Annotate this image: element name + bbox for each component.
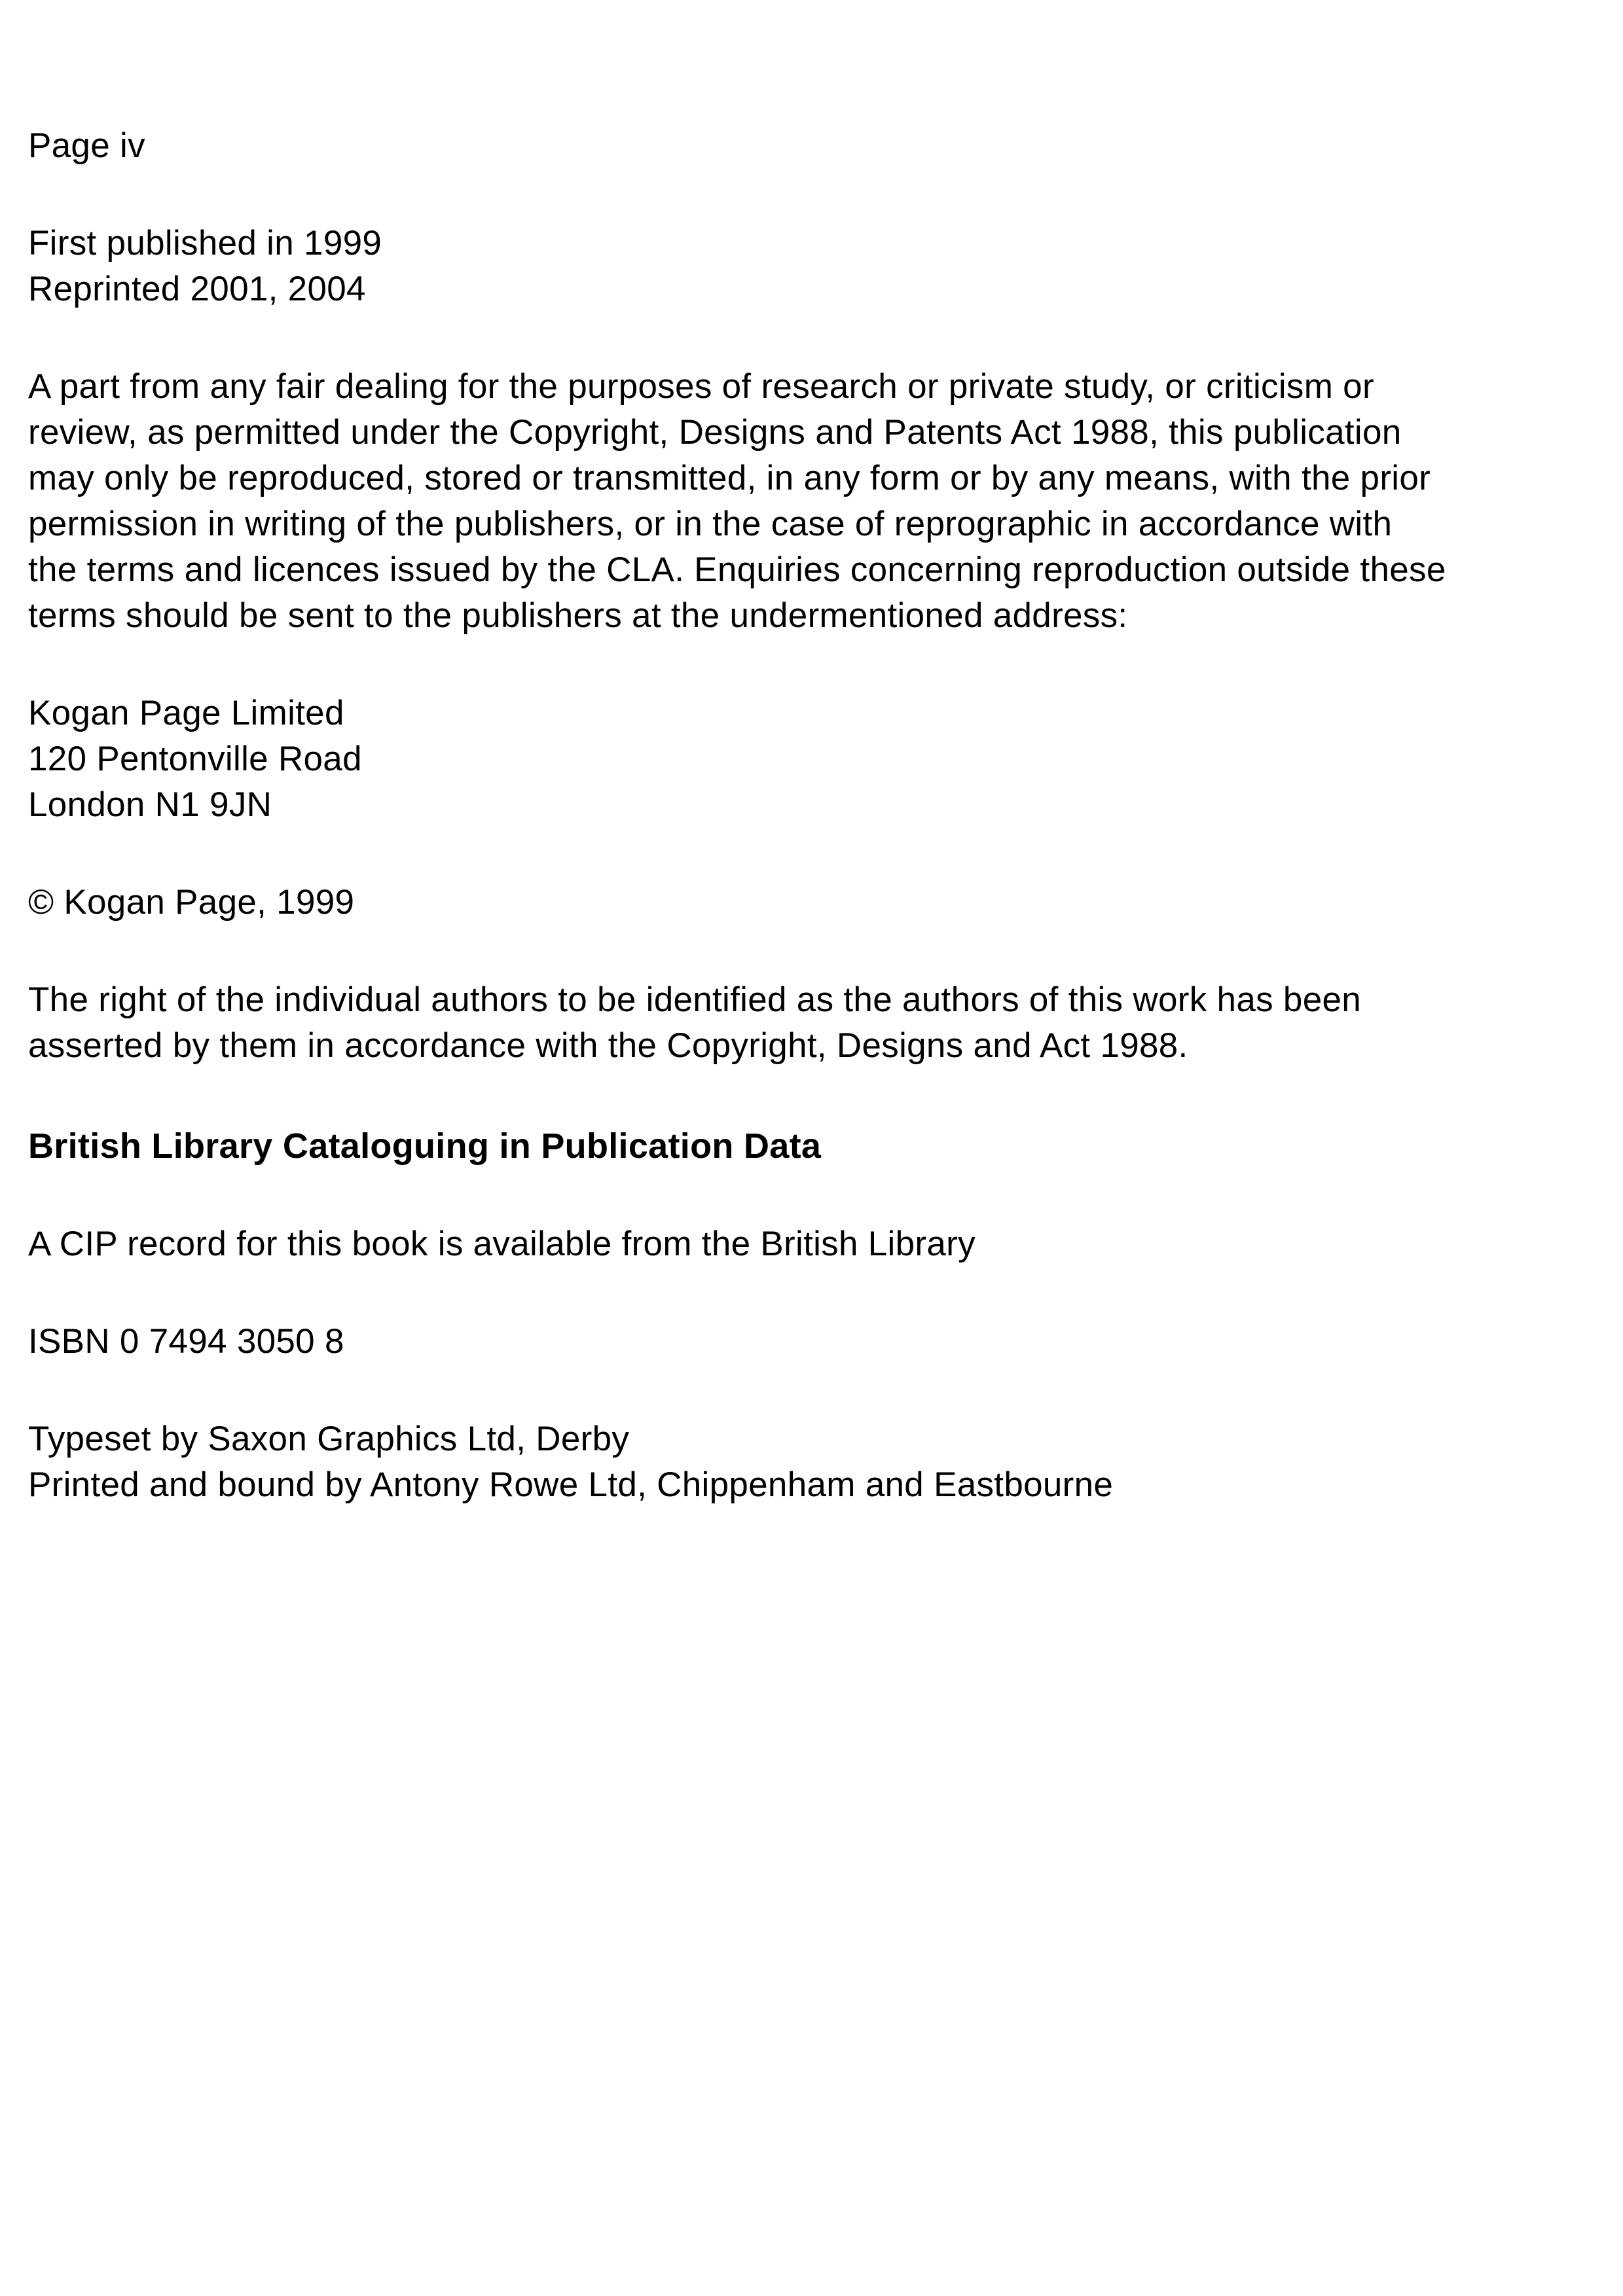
publisher-name: Kogan Page Limited: [28, 694, 344, 732]
publisher-city: London N1 9JN: [28, 785, 272, 824]
copyright-notice-line: permission in writing of the publishers, or in the case of reprographic in accordance with: [28, 505, 1393, 543]
copyright-notice-line: the terms and licences issued by the CLA. Enquiries concerning reproduction outside these: [28, 550, 1446, 589]
isbn-line: ISBN 0 7494 3050 8: [28, 1322, 344, 1361]
copyright-notice-line: terms should be sent to the publishers at the undermentioned address:: [28, 596, 1128, 635]
copyright-notice-line: may only be reproduced, stored or transmitted, in any form or by any means, with the prior: [28, 459, 1431, 497]
printed-line: Printed and bound by Antony Rowe Ltd, Chippenham and Eastbourne: [28, 1465, 1114, 1504]
copyright-notice-line: A part from any fair dealing for the purposes of research or private study, or criticism or: [28, 367, 1374, 406]
copyright-notice-line: review, as permitted under the Copyright, Designs and Patents Act 1988, this publication: [28, 413, 1402, 452]
cip-text: A CIP record for this book is available from the British Library: [28, 1225, 976, 1263]
copyright-line: © Kogan Page, 1999: [28, 883, 355, 922]
authors-right-line: The right of the individual authors to be identified as the authors of this work has been: [28, 980, 1362, 1019]
page-label: Page iv: [28, 126, 145, 165]
reprinted-line: Reprinted 2001, 2004: [28, 270, 366, 308]
authors-right-line: asserted by them in accordance with the Copyright, Designs and Act 1988.: [28, 1026, 1188, 1065]
typeset-line: Typeset by Saxon Graphics Ltd, Derby: [28, 1420, 630, 1458]
first-published-line: First published in 1999: [28, 224, 382, 262]
publisher-street: 120 Pentonville Road: [28, 740, 362, 778]
cip-heading: British Library Cataloguing in Publication Data: [28, 1126, 822, 1166]
